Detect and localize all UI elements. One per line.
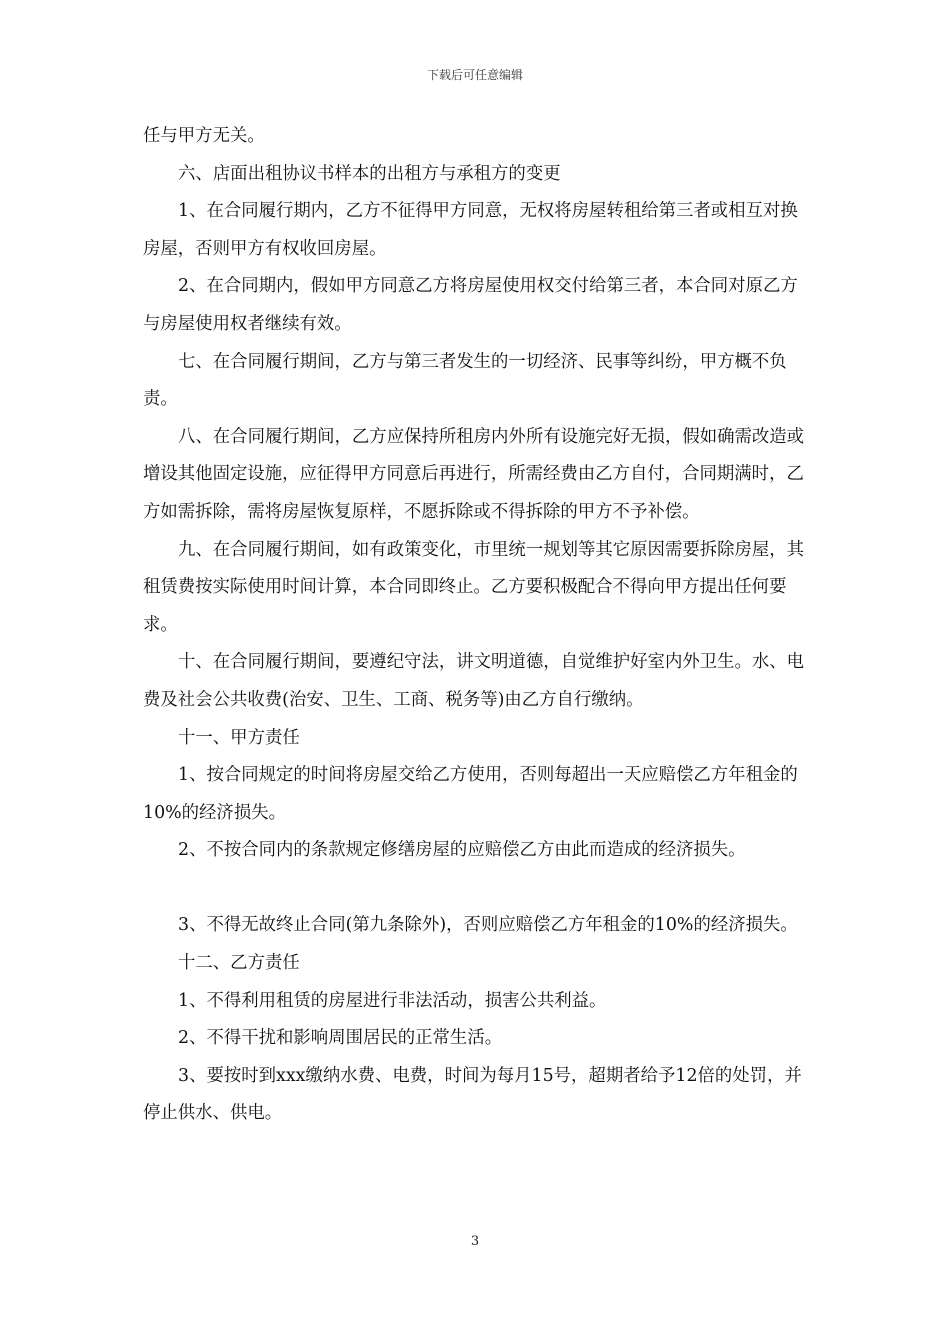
paragraph: 九、在合同履行期间，如有政策变化，市里统一规划等其它原因需要拆除房屋，其租赁费按实际使用时间计算，本合同即终止。乙方要积极配合不得向甲方提出任何要求。 — [143, 539, 805, 635]
paragraph: 3、要按时到xxx缴纳水费、电费，时间为每月15号，超期者给予12倍的处罚，并停止供水、供电。 — [143, 1065, 802, 1124]
paragraph: 十、在合同履行期间，要遵纪守法，讲文明道德，自觉维护好室内外卫生。水、电费及社会公共收费(治安、卫生、工商、税务等)由乙方自行缴纳。 — [143, 652, 805, 710]
paragraph: 1、不得利用租赁的房屋进行非法活动，损害公共利益。 — [178, 990, 607, 1011]
document-body — [143, 118, 815, 1133]
page-number: 3 — [470, 1234, 480, 1249]
paragraph: 1、按合同规定的时间将房屋交给乙方使用，否则每超出一天应赔偿乙方年租金的10%的经济损失。 — [143, 765, 798, 823]
paragraph: 3、不得无故终止合同(第九条除外)，否则应赔偿乙方年租金的10%的经济损失。 — [178, 915, 798, 936]
paragraph: 2、不按合同内的条款规定修缮房屋的应赔偿乙方由此而造成的经济损失。 — [178, 840, 746, 861]
section-heading: 六、店面出租协议书样本的出租方与承租方的变更 — [178, 163, 561, 184]
paragraph: 任与甲方无关。 — [143, 126, 265, 146]
paragraph: 2、不得干扰和影响周围居民的正常生活。 — [178, 1028, 503, 1049]
section-heading: 十二、乙方责任 — [178, 953, 300, 974]
paragraph: 2、在合同期内，假如甲方同意乙方将房屋使用权交付给第三者，本合同对原乙方与房屋使用权者继续有效。 — [143, 276, 798, 334]
paragraph: 八、在合同履行期间，乙方应保持所租房内外所有设施完好无损，假如确需改造或增设其他固定设施，应征得甲方同意后再进行，所需经费由乙方自付，合同期满时，乙方如需拆除，需将房屋恢复原样，不愿拆除或不得拆除的甲方不予补偿。 — [143, 426, 805, 522]
paragraph: 七、在合同履行期间，乙方与第三者发生的一切经济、民事等纠纷，甲方概不负责。 — [143, 351, 787, 410]
paragraph: 1、在合同履行期内，乙方不征得甲方同意，无权将房屋转租给第三者或相互对换房屋，否则甲方有权收回房屋。 — [143, 201, 798, 259]
page-header: 下载后可任意编辑 — [426, 68, 523, 82]
section-heading: 十一、甲方责任 — [178, 727, 300, 748]
blank-line — [143, 870, 815, 908]
